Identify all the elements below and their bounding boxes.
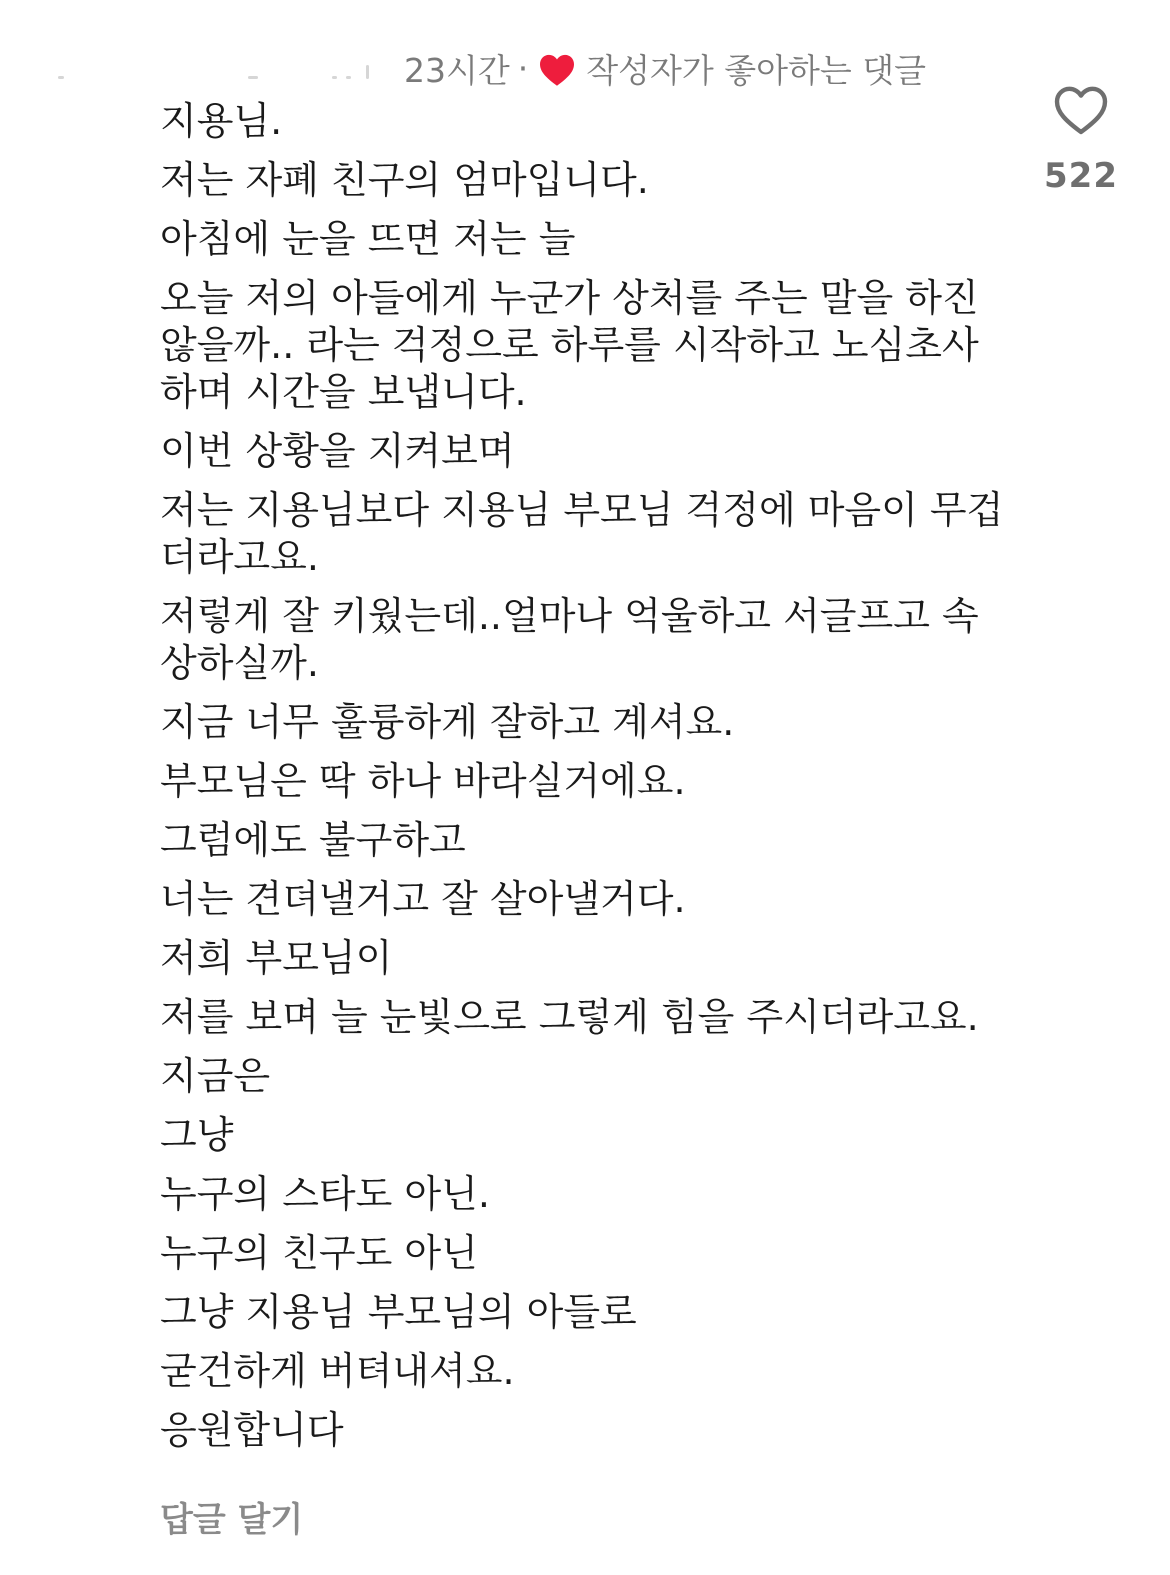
heart-outline-icon[interactable] — [1053, 84, 1109, 136]
comment-line: 너는 견뎌낼거고 잘 살아낼거다. — [160, 877, 686, 921]
comment-line: 그냥 — [160, 1113, 234, 1157]
comment-meta — [40, 46, 926, 90]
comment-line: 누구의 스타도 아닌. — [160, 1172, 490, 1216]
comment-text — [160, 98, 1020, 1466]
comment-line: 오늘 저의 아들에게 누군가 상처를 주는 말을 하진 않을까.. 라는 걱정으로 하루를 시작하고 노심초사 하며 시간을 보냅니다. — [160, 276, 979, 414]
comment-line: 굳건하게 버텨내셔요. — [160, 1349, 515, 1393]
comment-line: 저를 보며 늘 눈빛으로 그렇게 힘을 주시더라고요. — [160, 995, 979, 1039]
comment-line: 지금은 — [160, 1054, 271, 1098]
username-obscured[interactable] — [40, 55, 370, 81]
comment-line: 그냥 지용님 부모님의 아들로 — [160, 1290, 637, 1334]
comment-line: 부모님은 딱 하나 바라실거에요. — [160, 759, 686, 803]
meta-separator: · — [517, 48, 529, 88]
comment-line: 이번 상황을 지켜보며 — [160, 429, 515, 473]
comment-line: 저는 자폐 친구의 엄마입니다. — [160, 158, 649, 202]
comment-line: 지금 너무 훌륭하게 잘하고 계셔요. — [160, 700, 735, 744]
comment-line: 지용님. — [160, 99, 283, 143]
like-count: 522 — [1044, 156, 1118, 196]
comment-line: 응원합니다 — [160, 1408, 344, 1452]
comment-line: 저는 지용님보다 지용님 부모님 걱정에 마음이 무겁 더라고요. — [160, 488, 1004, 579]
comment-line: 그럼에도 불구하고 — [160, 818, 466, 862]
reply-button[interactable]: 답글 달기 — [160, 1500, 304, 1540]
heart-filled-icon — [538, 53, 576, 87]
comment-line: 저희 부모님이 — [160, 936, 393, 980]
comment-line: 저렇게 잘 키웠는데..얼마나 억울하고 서글프고 속 상하실까. — [160, 594, 979, 685]
comment-timestamp: 23시간 — [404, 50, 510, 90]
comment-line: 누구의 친구도 아닌 — [160, 1231, 478, 1275]
author-liked-label: 작성자가 좋아하는 댓글 — [586, 50, 927, 90]
comment-line: 아침에 눈을 뜨면 저는 늘 — [160, 217, 576, 261]
like-area — [1040, 84, 1122, 196]
